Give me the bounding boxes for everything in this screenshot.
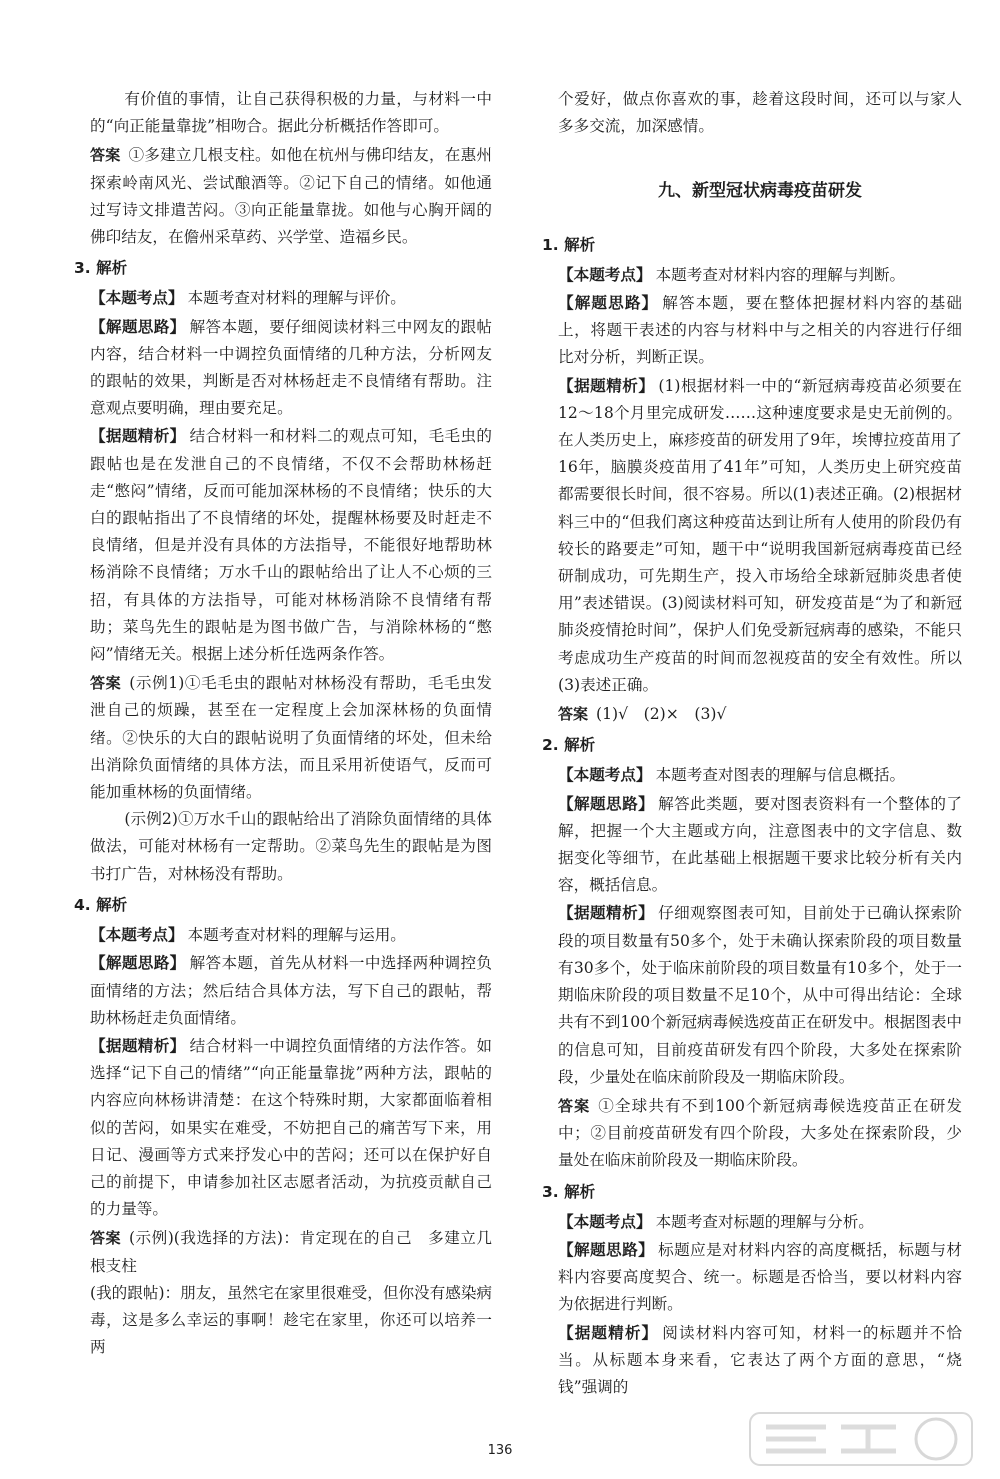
q4-point (90, 921, 492, 949)
question-1-heading: 1. 解析 (542, 235, 596, 254)
answer-label: 答案 (90, 146, 121, 165)
point-text: 本题考查对标题的理解与分析。 (655, 1212, 874, 1231)
q3-point (558, 1208, 962, 1236)
q2-point (558, 761, 962, 789)
idea-label: 【解题思路】 (558, 293, 659, 313)
answer-block (90, 142, 492, 251)
intro-paragraph: 有价值的事情，让自己获得积极的力量，与材料一中的“向正能量靠拢”相吻合。据此分析概括作答即可。 (90, 90, 492, 136)
analysis-label: 【据题精析】 (558, 903, 655, 923)
q3-analysis (90, 422, 492, 668)
answer-text: ①全球共有不到100个新冠病毒候选疫苗正在研发中；②目前疫苗研发有四个阶段，大多处在探索阶段，少量处在临床前阶段及一期临床阶段。 (558, 1096, 962, 1170)
analysis-label: 【据题精析】 (90, 1035, 186, 1055)
idea-label: 【解题思路】 (90, 316, 186, 336)
idea-text: 标题应是对材料内容的高度概括，标题与材料内容要高度契合、统一。标题是否恰当，要以材料内容为依据进行判断。 (558, 1240, 962, 1314)
q1-answer (558, 701, 962, 728)
point-label: 【本题考点】 (558, 1211, 652, 1231)
q2-analysis (558, 899, 962, 1090)
idea-label: 【解题思路】 (558, 793, 655, 813)
q1-analysis (558, 372, 962, 699)
q3-answer-1 (90, 670, 492, 806)
analysis-text: 阅读材料内容可知，材料一的标题并不恰当。从标题本身来看，它表达了两个方面的意思，“烧钱”强调的 (558, 1323, 962, 1396)
answer-text: (1)√ (2)× (3)√ (596, 705, 727, 724)
q2-answer (558, 1093, 962, 1175)
point-label: 【本题考点】 (90, 925, 184, 945)
question-3-heading: 3. 解析 (542, 1182, 596, 1201)
analysis-label: 【据题精析】 (558, 1322, 659, 1342)
q4-analysis (90, 1032, 492, 1223)
q3-point (90, 284, 492, 312)
answer-label: 答案 (558, 705, 589, 724)
question-2-heading: 2. 解析 (542, 736, 596, 755)
analysis-text: (1)根据材料一中的“新冠病毒疫苗必须要在12～18个月里完成研发……这种速度要求是史无前例的。在人类历史上，麻疹疫苗的研发用了9年，埃博拉疫苗用了16年，脑膜炎疫苗用了41年”可知，人类历史上研究疫苗都需要很长时间，很不容易。所以(1)表述正确。(2)根据材料三中的“但我们离这种疫苗达到让所有人使用的阶段仍有较长的路要走”可知，题干中“说明我国新冠病毒疫苗已经研制成功，可先期生产，投入市场给全球新冠肺炎患者使用”表述错误。(3)阅读材料可知，研发疫苗是“为了和新冠肺炎疫情抢时间”，保护人们免受新冠病毒的感染，不能只考虑成功生产疫苗的时间而忽视疫苗的安全有效性。所以(3)表述正确。 (558, 376, 962, 694)
point-label: 【本题考点】 (558, 264, 652, 284)
idea-label: 【解题思路】 (558, 1239, 655, 1259)
point-text: 本题考查对图表的理解与信息概括。 (655, 766, 906, 785)
idea-text: 解答本题，要仔细阅读材料三中网友的跟帖内容，结合材料一中调控负面情绪的几种方法，分析网友的跟帖的效果，判断是否对林杨赶走不良情绪有帮助。注意观点要明确，理由要充足。 (90, 317, 492, 418)
point-label: 【本题考点】 (558, 765, 652, 785)
answer-text: (示例)(我选择的方法)：肯定现在的自己 多建立几根支柱 (90, 1229, 492, 1275)
answer-label: 答案 (90, 674, 122, 693)
q1-idea (558, 289, 962, 372)
page-number: 136 (487, 1443, 513, 1458)
analysis-text: 结合材料一和材料二的观点可知，毛毛虫的跟帖也是在发泄自己的不良情绪，不仅不会帮助林杨赶走“憋闷”情绪，反而可能加深林杨的不良情绪；快乐的大白的跟帖指出了不良情绪的坏处，提醒林杨要及时赶走不良情绪，但是并没有具体的方法指导，不能很好地帮助林杨消除不良情绪；万水千山的跟帖给出了让人不心烦的三招，有具体的方法指导，可能对林杨消除不良情绪有帮助；菜鸟先生的跟帖是为图书做广告，与消除林杨的“憋闷”情绪无关。根据上述分析任选两条作答。 (90, 427, 492, 664)
analysis-text: 结合材料一中调控负面情绪的方法作答。如选择“记下自己的情绪”“向正能量靠拢”两种方法，跟帖的内容应向林杨讲清楚：在这个特殊时期，大家都面临着相似的苦闷，如果实在难受，不妨把自己的痛苦写下来，用日记、漫画等方式来抒发心中的苦闷；还可以在保护好自己的前提下，申请参加社区志愿者活动，为抗疫贡献自己的力量等。 (90, 1036, 492, 1219)
idea-text: 解答本题，首先从材料一中选择两种调控负面情绪的方法；然后结合具体方法，写下自己的跟帖，帮助林杨赶走负面情绪。 (90, 954, 492, 1027)
question-3-heading: 3. 解析 (74, 259, 128, 278)
watermark-logo (746, 1407, 976, 1471)
point-label: 【本题考点】 (90, 288, 184, 308)
q4-post: (我的跟帖)：朋友，虽然宅在家里很难受，但你没有感染病毒，这是多么幸运的事啊！趁宅在家里，你还可以培养一两 (90, 1283, 493, 1357)
analysis-text: 仔细观察图表可知，目前处于已确认探索阶段的项目数量有50多个，处于未确认探索阶段的项目数量有30多个，处于临床前阶段的项目数量有10多个，处于一期临床阶段的项目数量不足10个，从中可得出结论：全球共有不到100个新冠病毒候选疫苗正在研发中。根据图表中的信息可知，目前疫苗研发有四个阶段，大多处在探索阶段，少量处在临床前阶段及一期临床阶段。 (558, 904, 963, 1086)
answer-text: (示例1)①毛毛虫的跟帖对林杨没有帮助，毛毛虫发泄自己的烦躁，甚至在一定程度上会加深林杨的负面情绪。②快乐的大白的跟帖说明了负面情绪的坏处，但未给出消除负面情绪的具体方法，而且采用祈使语气，反而可能加重林杨的负面情绪。 (90, 674, 492, 802)
q3-answer-2: (示例2)①万水千山的跟帖给出了消除负面情绪的具体做法，可能对林杨有一定帮助。②菜鸟先生的跟帖是为图书打广告，对林杨没有帮助。 (90, 810, 492, 883)
point-text: 本题考查对材料的理解与运用。 (187, 926, 406, 945)
q2-idea (558, 790, 962, 900)
analysis-label: 【据题精析】 (558, 375, 655, 395)
answer-label: 答案 (558, 1096, 591, 1115)
question-4-heading: 4. 解析 (74, 895, 128, 914)
right-column (542, 86, 963, 1401)
q3-idea (558, 1236, 962, 1319)
left-column (74, 86, 493, 1361)
point-text: 本题考查对材料的理解与评价。 (187, 289, 406, 308)
answer-text: ①多建立几根支柱。如他在杭州与佛印结友，在惠州探索岭南风光、尝试酿酒等。②记下自己的情绪。如他通过写诗文排遣苦闷。③向正能量靠拢。如他与心胸开阔的佛印结友，在儋州采草药、兴学堂、造福乡民。 (90, 146, 492, 247)
idea-label: 【解题思路】 (90, 953, 186, 973)
q3-idea (90, 313, 492, 423)
idea-text: 解答此类题，要对图表资料有一个整体的了解，把握一个大主题或方向，注意图表中的文字信息、数据变化等细节，在此基础上根据题干要求比较分析有关内容，概括信息。 (558, 794, 962, 895)
continued-paragraph: 个爱好，做点你喜欢的事，趁着这段时间，还可以与家人多多交流，加深感情。 (558, 90, 962, 136)
section-title: 九、新型冠状病毒疫苗研发 (658, 181, 862, 202)
q4-idea (90, 949, 492, 1032)
analysis-label: 【据题精析】 (90, 426, 186, 446)
q3-analysis (558, 1319, 962, 1402)
answer-label: 答案 (90, 1229, 121, 1248)
point-text: 本题考查对材料内容的理解与判断。 (655, 265, 906, 284)
q4-answer (90, 1225, 492, 1279)
idea-text: 解答本题，要在整体把握材料内容的基础上，将题干表述的内容与材料中与之相关的内容进行仔细比对分析，判断正误。 (558, 294, 962, 367)
q1-point (558, 261, 962, 289)
